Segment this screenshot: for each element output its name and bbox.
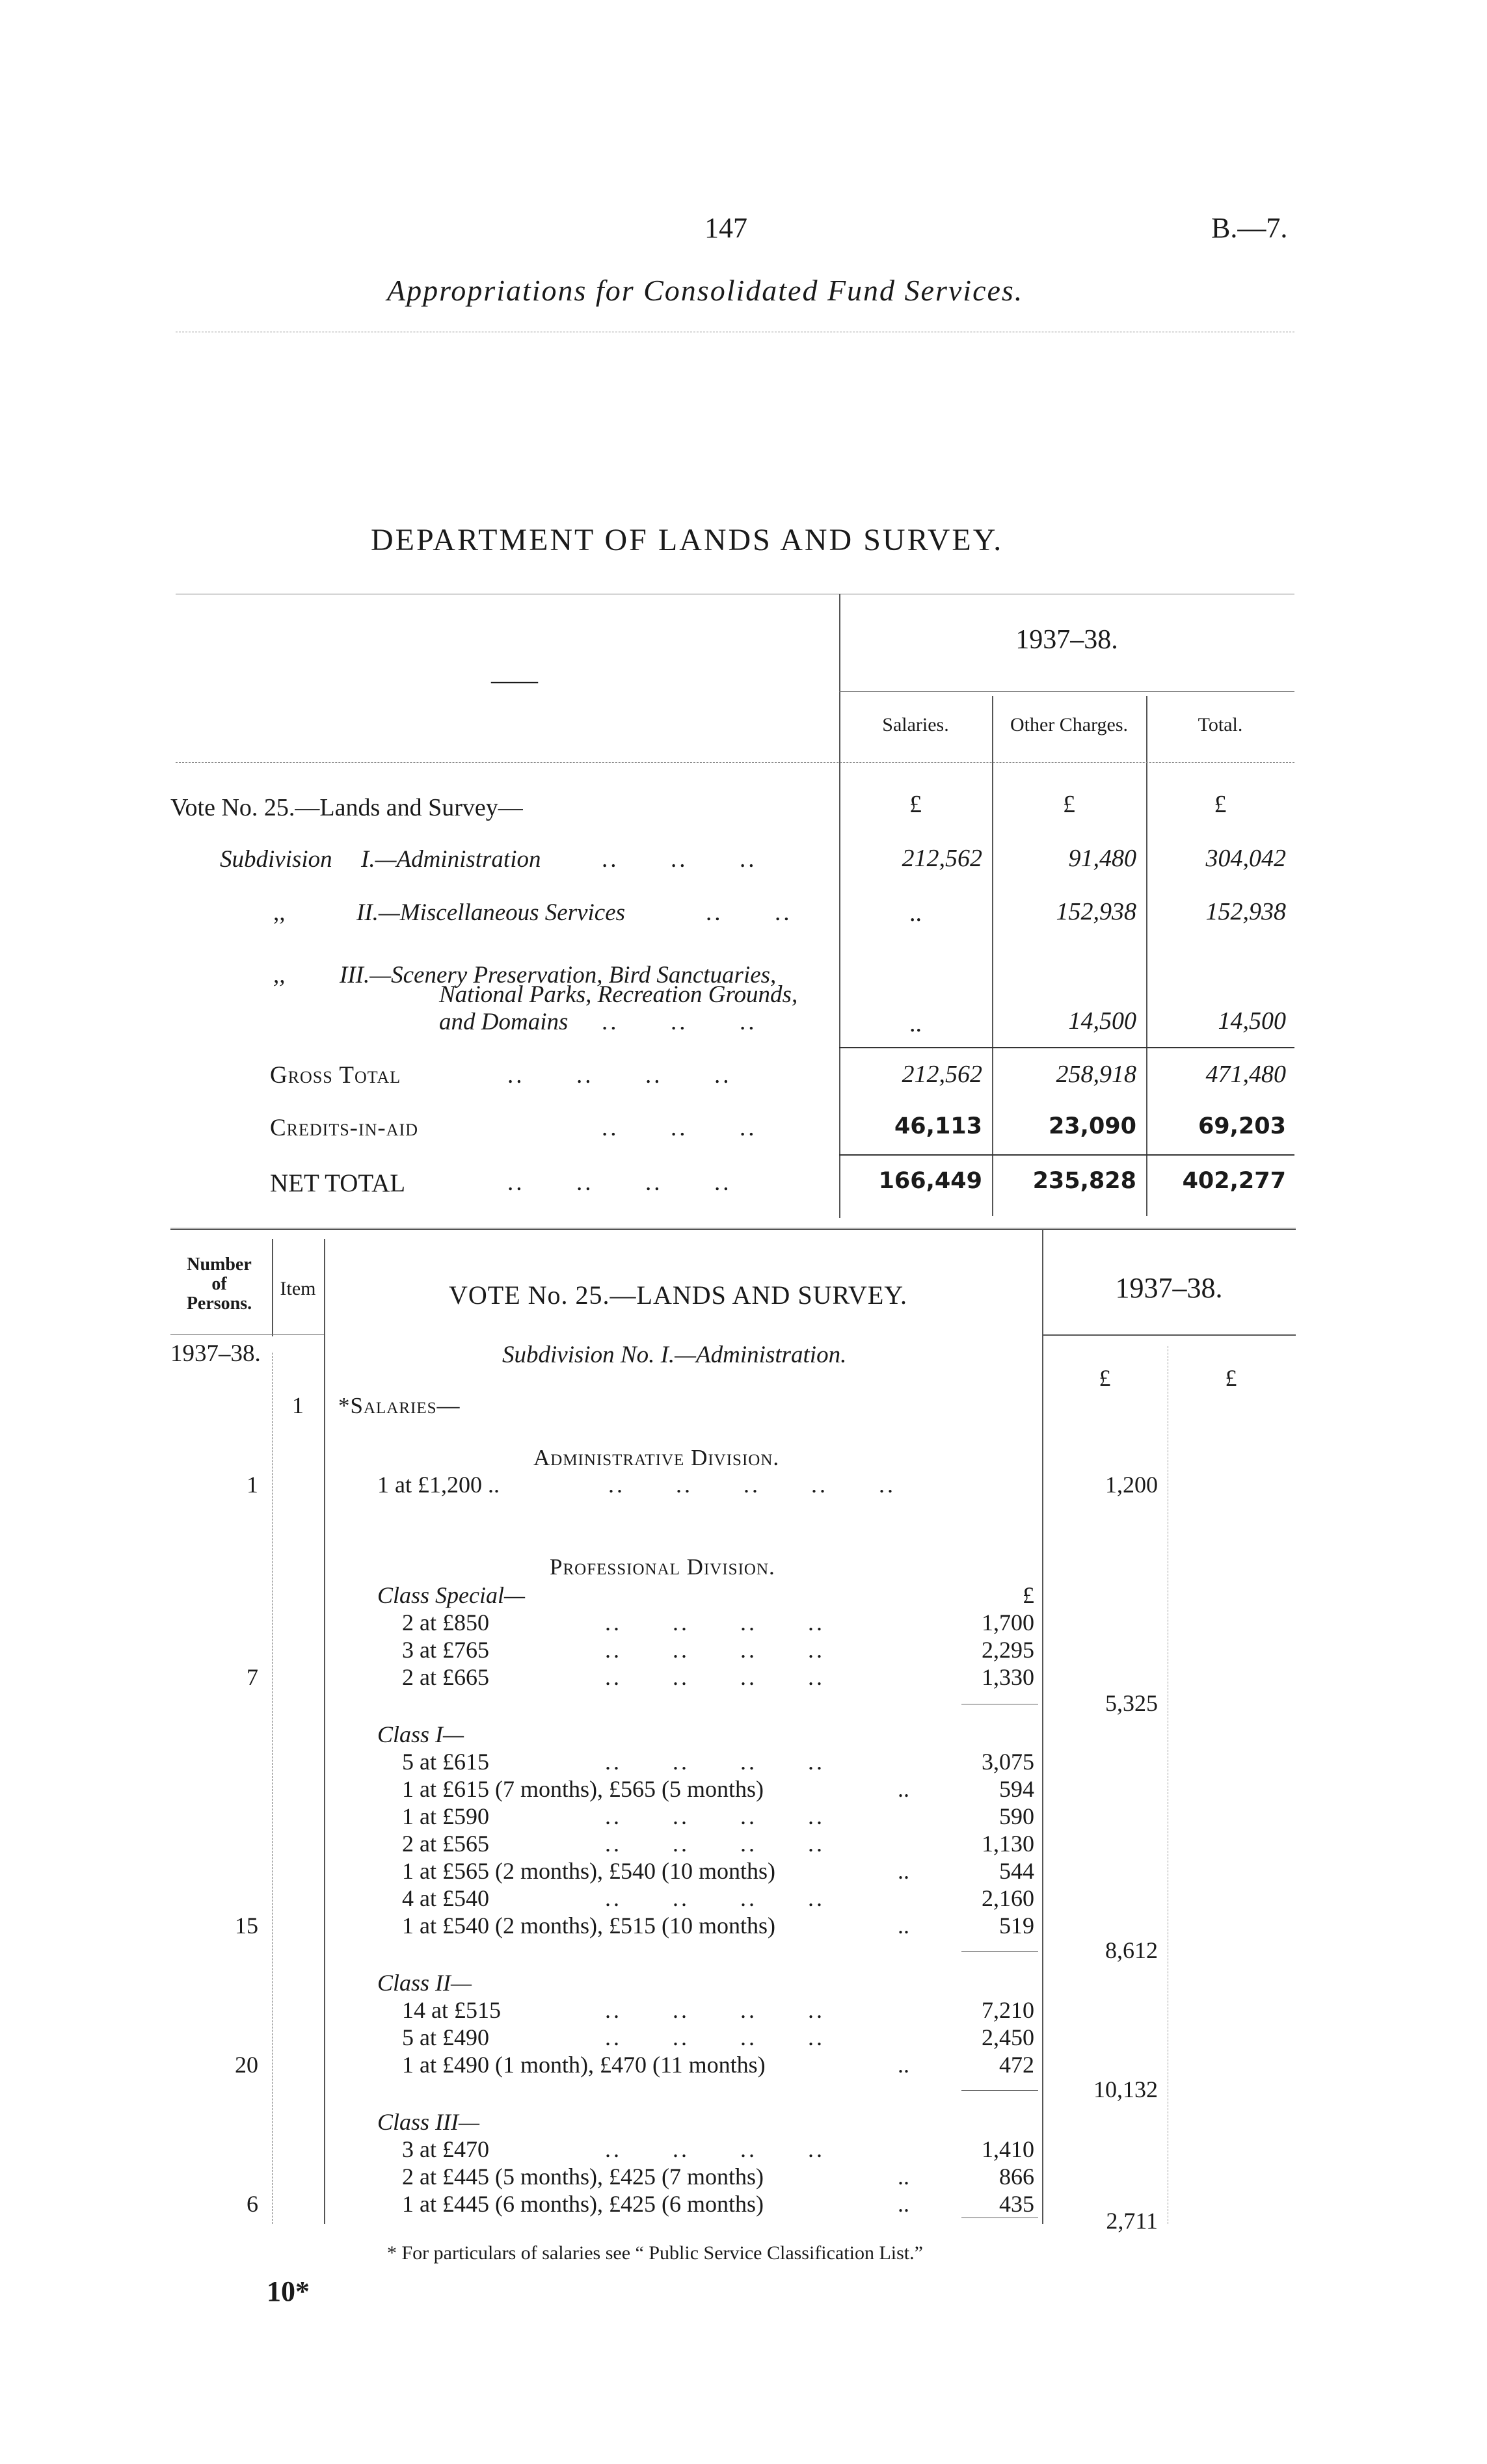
summary-dash: ——	[491, 667, 538, 693]
sub3-dots: .. .. ..	[602, 1009, 757, 1035]
pound-other: £	[1063, 791, 1075, 818]
document-ref: B.—7.	[1211, 212, 1288, 244]
class-special-persons: 7	[247, 1664, 258, 1690]
row-amount: 866	[999, 2164, 1034, 2190]
row-amount: 2,160	[982, 1885, 1034, 1911]
class-special-dots: .. .. .. .. .. .. .. .. .. .. .. ..	[605, 1610, 825, 1690]
list-item: 1 at £445 (6 months), £425 (6 months)	[402, 2191, 764, 2217]
row-amount: 590	[999, 1803, 1034, 1829]
admin-line: 1 at £1,200 ..	[377, 1472, 500, 1498]
pound-col-2: £	[1225, 1365, 1237, 1391]
gross-other: 258,918	[1056, 1061, 1136, 1088]
credits-label: Credits-in-aid	[270, 1115, 418, 1141]
sub1-name: I.—Administration	[361, 846, 541, 873]
sub2-dots: .. ..	[706, 899, 792, 926]
admin-dots: .. .. .. .. ..	[608, 1472, 896, 1498]
dots: .. .. .. ..	[605, 1885, 825, 1911]
page-number: 147	[704, 212, 747, 244]
vote-year: 1937–38.	[1115, 1272, 1223, 1304]
pound-total: £	[1214, 791, 1227, 818]
dots: ..	[898, 2052, 909, 2078]
row-amount: 544	[999, 1858, 1034, 1884]
row-amount: 435	[999, 2191, 1034, 2217]
pound-col-1: £	[1099, 1365, 1111, 1391]
gross-salaries: 212,562	[902, 1061, 982, 1088]
row-amount: 1,330	[982, 1664, 1034, 1690]
list-item: 3 at £765	[402, 1637, 489, 1663]
footnote: * For particulars of salaries see “ Public Service Classification List.”	[387, 2242, 923, 2264]
sub3-line3: and Domains	[439, 1009, 569, 1035]
dots: .. .. .. ..	[605, 1749, 825, 1775]
col-persons-line1: Number	[187, 1254, 252, 1275]
list-item: 2 at £445 (5 months), £425 (7 months)	[402, 2164, 764, 2190]
sub1-salaries: 212,562	[902, 845, 982, 872]
row-amount: 2,295	[982, 1637, 1034, 1663]
vote-label: Vote No. 25.—Lands and Survey—	[170, 794, 523, 821]
net-total: 402,277	[1182, 1168, 1286, 1194]
sub2-total: 152,938	[1205, 898, 1286, 925]
prof-division-heading: Professional Division.	[550, 1554, 775, 1580]
class-2-label: Class II—	[377, 1970, 472, 1996]
sub3-ditto: ,,	[273, 962, 286, 988]
row-amount: 472	[999, 2052, 1034, 2078]
class-1-total: 8,612	[1105, 1937, 1158, 1963]
list-item: 14 at £515	[402, 1997, 501, 2023]
class-1-persons: 15	[235, 1913, 258, 1939]
dots: ..	[898, 1776, 909, 1802]
dots: .. .. .. ..	[605, 2136, 825, 2162]
sub3-line1: III.—Scenery Preservation, Bird Sanctuaries,	[340, 962, 777, 988]
row-amount: 594	[999, 1776, 1034, 1802]
row-amount: 7,210	[982, 1997, 1034, 2023]
sub3-line2: National Parks, Recreation Grounds,	[439, 981, 798, 1008]
row-amount: 3,075	[982, 1749, 1034, 1775]
class-1-label: Class I—	[377, 1721, 464, 1747]
sub3-other: 14,500	[1068, 1007, 1136, 1035]
col-other-charges: Other Charges.	[1010, 714, 1129, 735]
signature-mark: 10*	[267, 2275, 310, 2307]
net-total-label: NET TOTAL	[270, 1169, 406, 1197]
sub1-other: 91,480	[1068, 845, 1136, 872]
list-item: 2 at £665	[402, 1664, 489, 1690]
credits-salaries: 46,113	[894, 1113, 982, 1139]
sub2-ditto: ,,	[273, 899, 286, 926]
dots: .. .. .. ..	[605, 1831, 825, 1857]
credits-other: 23,090	[1048, 1113, 1136, 1139]
gross-total: 471,480	[1205, 1061, 1286, 1088]
dots: ..	[898, 1858, 909, 1884]
sub2-name: II.—Miscellaneous Services	[356, 899, 626, 926]
class-2-total: 10,132	[1093, 2076, 1158, 2102]
admin-division-heading: Administrative Division.	[533, 1445, 780, 1470]
credits-total: 69,203	[1198, 1113, 1286, 1139]
class-3-persons: 6	[247, 2191, 258, 2217]
admin-total: 1,200	[1105, 1472, 1158, 1498]
row-amount: 1,130	[982, 1831, 1034, 1857]
class-2-persons: 20	[235, 2052, 258, 2078]
sub3-salaries: ..	[909, 1010, 922, 1037]
row-amount: 1,700	[982, 1610, 1034, 1636]
col-item-header: Item	[280, 1278, 316, 1299]
row-amount: 2,450	[982, 2024, 1034, 2050]
list-item: 5 at £490	[402, 2024, 489, 2050]
class-special-pound: £	[1023, 1582, 1034, 1608]
class-special-label: Class Special—	[377, 1582, 526, 1608]
list-item: 1 at £615 (7 months), £565 (5 months)	[402, 1776, 764, 1802]
col-salaries: Salaries.	[882, 714, 949, 735]
salaries-label: *Salaries—	[338, 1393, 461, 1418]
col-total: Total.	[1198, 714, 1243, 735]
list-item: 1 at £590	[402, 1803, 489, 1829]
list-item: 1 at £540 (2 months), £515 (10 months)	[402, 1913, 775, 1939]
gross-dots: .. .. .. ..	[507, 1062, 732, 1089]
list-item: 1 at £490 (1 month), £470 (11 months)	[402, 2052, 766, 2078]
col-persons-header	[170, 1255, 268, 1314]
vote-title: VOTE No. 25.—LANDS AND SURVEY.	[449, 1280, 907, 1310]
dots: .. .. .. .. .. .. .. ..	[605, 1997, 825, 2050]
summary-year: 1937–38.	[1015, 625, 1118, 655]
row-amount: 519	[999, 1913, 1034, 1939]
department-title: DEPARTMENT OF LANDS AND SURVEY.	[371, 523, 1004, 557]
list-item: 1 at £565 (2 months), £540 (10 months)	[402, 1858, 775, 1884]
gross-total-label: Gross Total	[270, 1062, 401, 1089]
credits-dots: .. .. ..	[602, 1115, 757, 1141]
net-salaries: 166,449	[878, 1168, 982, 1194]
list-item: 2 at £565	[402, 1831, 489, 1857]
subdivision-title: Subdivision No. I.—Administration.	[502, 1342, 847, 1368]
sub1-label: Subdivision	[220, 846, 332, 873]
net-other: 235,828	[1032, 1168, 1136, 1194]
list-item: 5 at £615	[402, 1749, 489, 1775]
class-3-label: Class III—	[377, 2109, 480, 2135]
net-dots: .. .. .. ..	[507, 1169, 732, 1196]
item-number: 1	[292, 1392, 304, 1418]
dots: .. ..	[898, 2164, 909, 2217]
persons-year: 1937–38.	[170, 1340, 261, 1367]
list-item: 4 at £540	[402, 1885, 489, 1911]
sub3-total: 14,500	[1218, 1007, 1286, 1035]
admin-persons: 1	[247, 1472, 258, 1498]
col-persons-line2: of	[211, 1274, 227, 1294]
row-amount: 1,410	[982, 2136, 1034, 2162]
pound-salaries: £	[909, 791, 922, 818]
class-special-total: 5,325	[1105, 1690, 1158, 1716]
col-persons-line3: Persons.	[186, 1293, 252, 1314]
sub1-total: 304,042	[1205, 845, 1286, 872]
dots: .. .. .. ..	[605, 1803, 825, 1829]
page-heading: Appropriations for Consolidated Fund Services.	[387, 274, 1024, 307]
list-item: 3 at £470	[402, 2136, 489, 2162]
section-divider	[170, 1228, 1296, 1230]
sub1-dots: .. .. ..	[602, 846, 757, 873]
class-3-total: 2,711	[1106, 2208, 1158, 2234]
sub2-other: 152,938	[1056, 898, 1136, 925]
dots: ..	[898, 1913, 909, 1939]
sub2-salaries: ..	[909, 899, 922, 927]
list-item: 2 at £850	[402, 1610, 489, 1636]
